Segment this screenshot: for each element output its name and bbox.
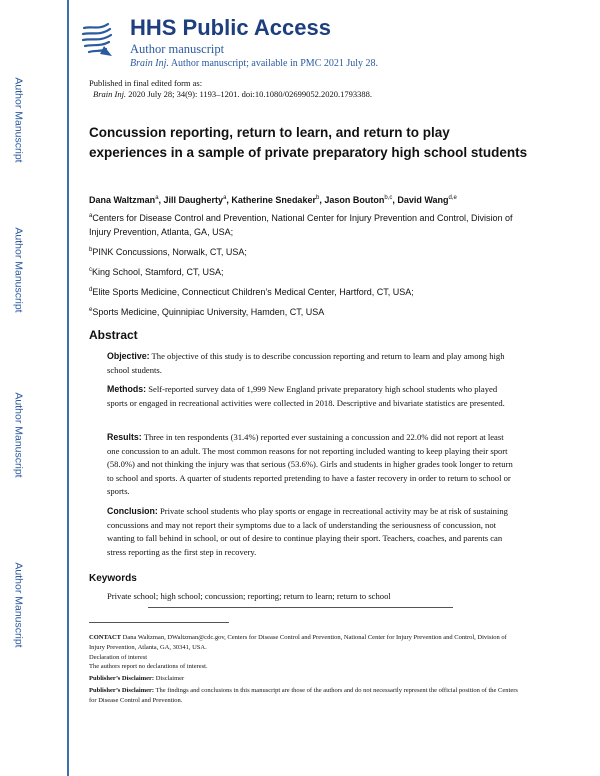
abstract-methods — [107, 383, 515, 410]
disclaimer-label: Publisher’s Disclaimer: — [89, 687, 155, 694]
contact-footnote — [89, 633, 519, 652]
sidebar-label-1: Author Manuscript — [13, 77, 25, 163]
objective-label: Objective: — [107, 351, 150, 361]
citation-details: 2020 July 28; 34(9): 1193–1201. doi:10.1080/02699052.2020.1793388. — [126, 89, 373, 99]
affiliation — [89, 283, 519, 299]
header-title: HHS Public Access — [130, 15, 331, 40]
sidebar-rule — [67, 0, 69, 776]
sidebar-label-3: Author Manuscript — [13, 392, 25, 478]
author-sup: d,e — [448, 195, 457, 201]
sidebar-label-2: Author Manuscript — [13, 227, 25, 313]
affiliation-sup: a — [89, 213, 93, 219]
abstract-objective — [107, 350, 515, 377]
sidebar-label-4: Author Manuscript — [13, 562, 25, 648]
author-sup: a — [223, 195, 227, 201]
author-name: Dana Waltzman — [89, 195, 156, 205]
affiliation-text: Sports Medicine, Quinnipiac University, Hamden, CT, USA — [92, 307, 325, 317]
keywords-text: Private school; high school; concussion; reporting; return to learn; return to school — [107, 591, 391, 601]
affiliation — [89, 209, 519, 239]
affiliation-sup: d — [89, 287, 93, 293]
affiliation-sup: e — [89, 307, 93, 313]
results-label: Results: — [107, 432, 142, 442]
results-text: Three in ten respondents (31.4%) reported ever sustaining a concussion and 22.0% did not report at least one concussion to an adult. The most common reasons for not reporting included wanting to keep playing their sport (58.0%) and not thinking the injury was that serious (53.6%). Girls and students in higher grades took longer to return to school and sports. A quarter of students reported pretending to have a faster recovery in order to return to school or sports. — [107, 432, 513, 496]
article-title: Concussion reporting, return to learn, and return to play experiences in a sample of private preparatory high school students — [89, 125, 528, 160]
affiliation-sup: b — [89, 247, 93, 253]
conclusion-label: Conclusion: — [107, 506, 158, 516]
publication-label: Published in final edited form as: — [89, 78, 203, 88]
abstract-conclusion — [107, 505, 515, 559]
author-name: Jill Daugherty — [163, 195, 224, 205]
objective-text: The objective of this study is to describe concussion reporting and return to learn and play among high school students. — [107, 351, 505, 375]
no-conflict-footnote: The authors report no declarations of interest. — [89, 663, 208, 670]
affiliation — [89, 303, 519, 319]
methods-label: Methods: — [107, 384, 147, 394]
header-journal-line — [130, 58, 378, 69]
author-sup: b — [315, 195, 320, 201]
affiliation-text: King School, Stamford, CT, USA; — [92, 267, 224, 277]
author-sup: b,c — [384, 195, 393, 201]
header-availability: Author manuscript; available in PMC 2021 July 28. — [168, 58, 379, 69]
keywords-heading: Keywords — [89, 573, 137, 584]
header-subtitle: Author manuscript — [130, 42, 225, 56]
disclaimer-label: Publisher’s Disclaimer: — [89, 675, 155, 682]
conclusion-text: Private school students who play sports or engage in recreational activity may be at risk of sustaining concussions and may not report their symptoms due to a lack of understanding the seriousness of concussion, not wanting to fall behind in school, or out of desire to continue playing their sport. Teachers, coaches, and parents can stress reporting as the first step in recovery. — [107, 506, 508, 557]
contact-label: CONTACT — [89, 634, 122, 641]
header-journal-name: Brain Inj. — [130, 58, 169, 69]
author-list: Dana Waltzman$^a$, Jill Daugherty$^a$, Katherine Snedaker$^b$, Jason Bouton$^{b,c}$, David Wang$^{d,e}$ — [89, 195, 457, 205]
sidebar — [0, 0, 70, 776]
abstract-results — [107, 431, 515, 499]
publication-citation — [93, 89, 372, 99]
methods-text: Self-reported survey data of 1,999 New England private preparatory high school students who played sports or engaged in recreational activities were collected in 2018. Descriptive and bivariate statistics are presented. — [107, 384, 505, 408]
author-name: Jason Bouton — [324, 195, 385, 205]
hhs-eagle-icon — [78, 16, 118, 62]
affiliation — [89, 263, 519, 279]
disclaimer-footnote — [89, 674, 519, 684]
author-sup: a — [155, 195, 159, 201]
affiliation-text: PINK Concussions, Norwalk, CT, USA; — [92, 247, 247, 257]
disclaimer-text: The findings and conclusions in this manuscript are those of the authors and do not necessarily represent the official position of the Centers for Disease Control and Prevention. — [89, 687, 518, 704]
affiliation — [89, 243, 519, 259]
citation-journal: Brain Inj. — [93, 89, 127, 99]
affiliation-text: Elite Sports Medicine, Connecticut Children’s Medical Center, Hartford, CT, USA; — [92, 287, 414, 297]
footnote-divider — [89, 622, 229, 623]
affiliation-text: Centers for Disease Control and Prevention, National Center for Injury Prevention and Control, Division of Injury Prevention, Atlanta, GA, USA; — [89, 213, 513, 237]
affiliation-sup: c — [89, 267, 92, 273]
author-name: Katherine Snedaker — [231, 195, 316, 205]
author-name: David Wang — [397, 195, 449, 205]
disclaimer-text: Disclaimer — [154, 675, 185, 682]
disclaimer-footnote — [89, 686, 519, 705]
contact-text: Dana Waltzman, DWaltzman@cdc.gov, Centers for Disease Control and Prevention, National Center for Injury Prevention and Control, Division of Injury Prevention, Atlanta, GA, 30341, USA. — [89, 634, 507, 651]
declaration-footnote: Declaration of interest — [89, 654, 148, 661]
abstract-heading: Abstract — [89, 328, 138, 342]
keywords-divider — [148, 607, 453, 608]
